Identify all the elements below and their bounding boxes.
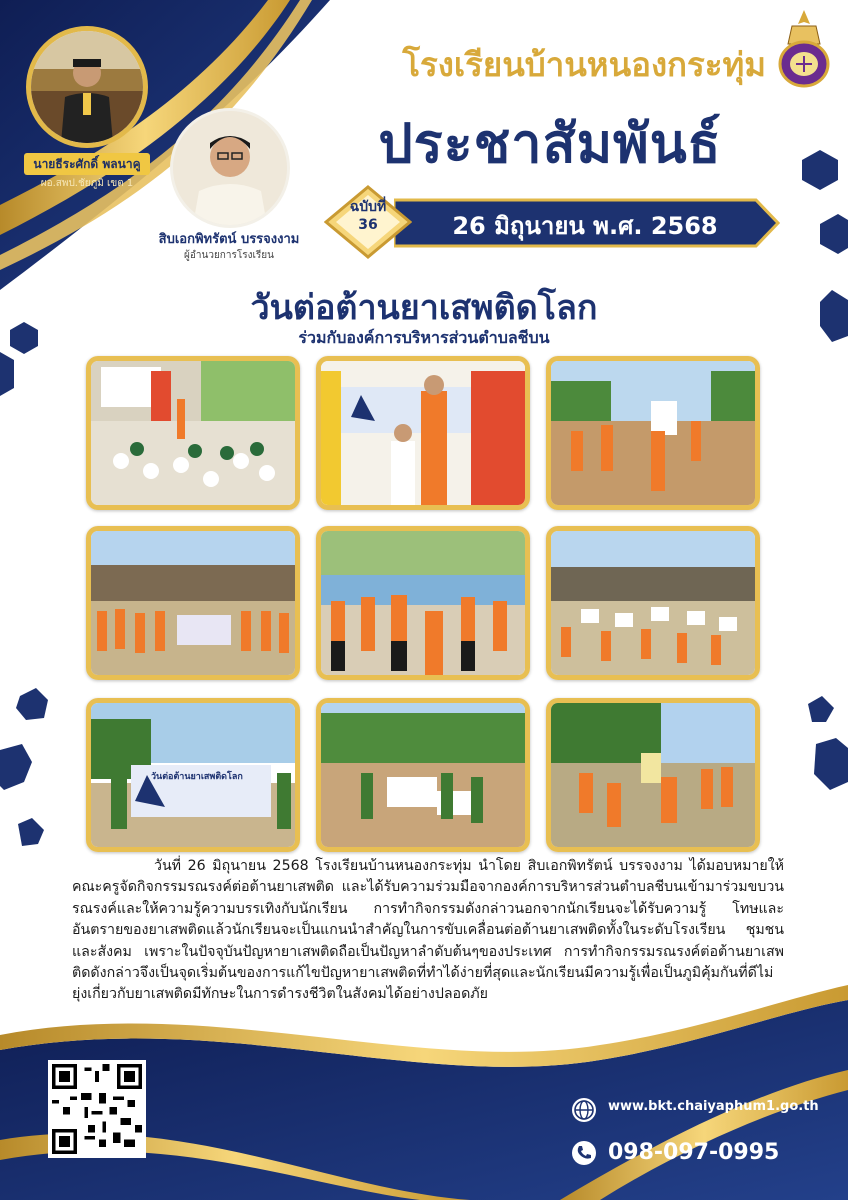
phone-icon xyxy=(572,1141,596,1165)
principal-portrait xyxy=(170,108,290,228)
website-link[interactable]: www.bkt.chaiyaphum1.go.th xyxy=(608,1099,819,1114)
photo-1 xyxy=(86,356,300,510)
article-headline: วันต่อต้านยาเสพติดโลก xyxy=(250,288,598,328)
article-subheadline: ร่วมกับองค์การบริหารส่วนตำบลชีบน xyxy=(298,328,550,347)
director-portrait xyxy=(26,26,148,148)
photo-7-banner-text: วันต่อต้านยาเสพติดโลก xyxy=(151,772,243,782)
globe-icon xyxy=(572,1098,596,1122)
issue-number-block xyxy=(330,198,406,234)
photo-2 xyxy=(316,356,530,510)
photo-8 xyxy=(316,698,530,852)
issue-date: 26 มิถุนายน พ.ศ. 2568 xyxy=(452,212,718,240)
photo-7 xyxy=(86,698,300,852)
director-title: ผอ.สพป.ชัยภูมิ เขต 1 xyxy=(40,178,134,189)
school-crest-logo xyxy=(774,8,834,92)
principal-title: ผู้อำนวยการโรงเรียน xyxy=(184,250,274,261)
photo-6 xyxy=(546,526,760,680)
photo-5 xyxy=(316,526,530,680)
issue-number: 36 xyxy=(358,217,378,233)
principal-name: สิบเอกพิทรัตน์ บรรจงงาม xyxy=(158,232,300,247)
phone-number[interactable]: 098-097-0995 xyxy=(608,1140,780,1165)
photo-4 xyxy=(86,526,300,680)
issue-label: ฉบับที่ xyxy=(349,199,387,215)
photo-9 xyxy=(546,698,760,852)
article-body: วันที่ 26 มิถุนายน 2568 โรงเรียนบ้านหนองกระทุ่ม นำโดย สิบเอกพิทรัตน์ บรรจงงาม ได้มอบหมายให้คณะครูจัดกิจกรรมรณรงค์ต่อต้านยาเสพติด และได้รับความร่วมมือจากองค์การบริหารส่วนตำบลชีบนเข้ามาร่วมขบวนรณรงค์และให้ความรู้ความบรรเทิงกับนักเรียน การทำกิจกรรมดังกล่าวนอกจากนักเรียนจะได้รับความรู้ โทษและอันตรายของยาเสพติดแล้วนักเรียนจะเป็นแกนนำสำคัญในการขับเคลื่อนต่อต้านยาเสพติดทั้งในระดับโรงเรียน ชุมชนและสังคม เพราะในปัจจุบันปัญหายาเสพติดถือเป็นปัญหาลำดับต้นๆของประเทศ การทำกิจกรรมรณรงค์ต่อต้านยาเสพติดดังกล่าวจึงเป็นจุดเริ่มต้นของการแก้ไขปัญหายาเสพติดที่ทำได้ง่ายที่สุดและนักเรียนมีความรู้เพื่อเป็นภูมิคุ้มกันที่ดีไม่ยุ่งเกี่ยวกับยาเสพติดมีทักษะในการดำรงชีวิตในสังคมได้อย่างปลอดภัย xyxy=(72,858,784,1003)
qr-code[interactable] xyxy=(48,1060,146,1158)
publication-title: ประชาสัมพันธ์ xyxy=(378,112,722,175)
photo-3 xyxy=(546,356,760,510)
director-name: นายธีระศักดิ์ พลนาคู xyxy=(24,153,150,175)
school-name: โรงเรียนบ้านหนองกระทุ่ม xyxy=(402,45,766,84)
